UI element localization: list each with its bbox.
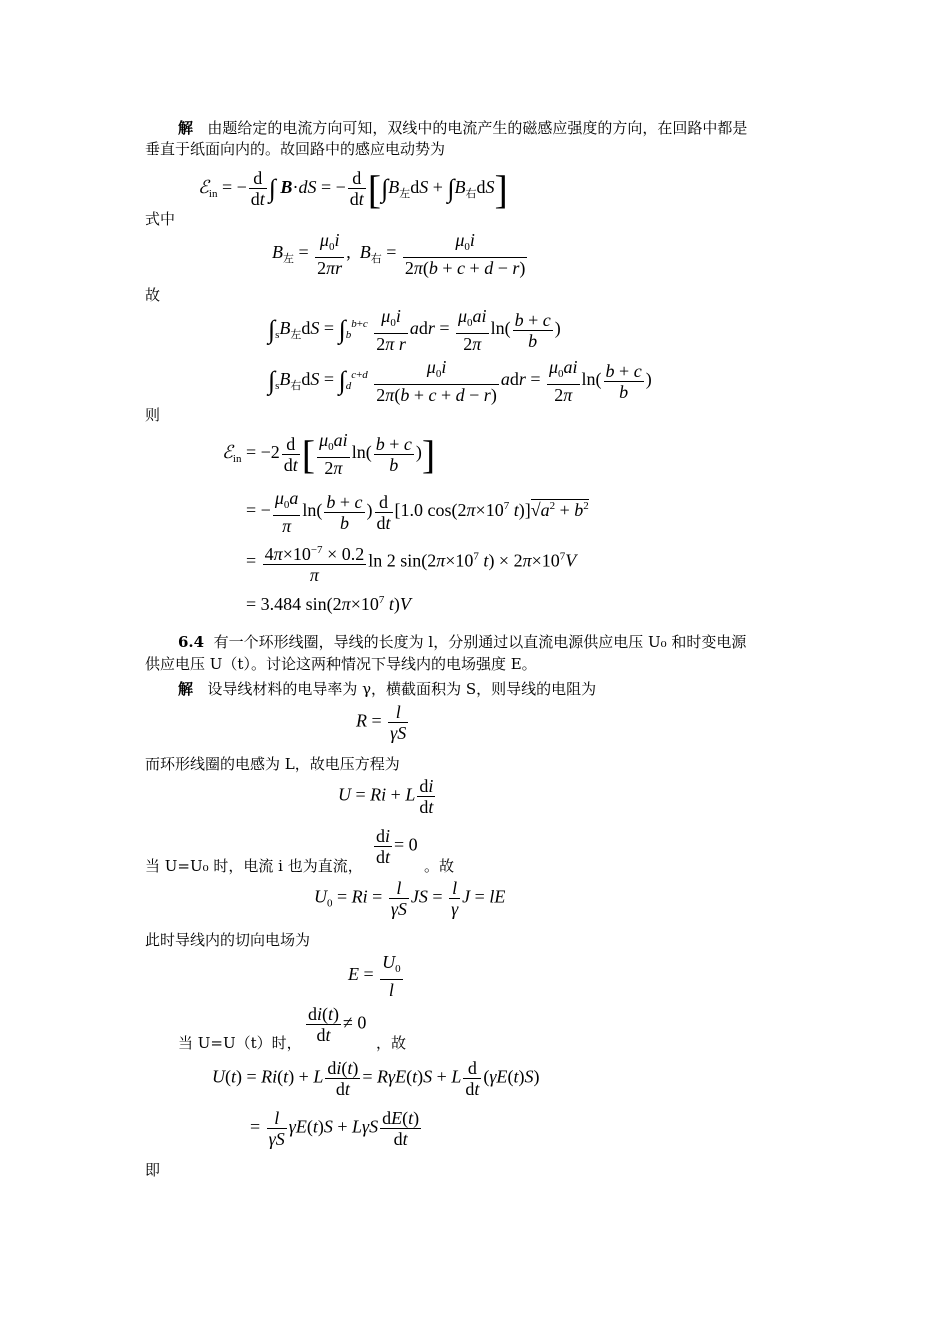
equation-resistance: R = $\frac{l}{\gamma S}$ — [356, 702, 407, 743]
equation-emf-result: ℰ$_{in}$ = −2 $\frac{d}{dt}$ [ $\frac{\mu_0ai}{2\pi}$ ln( $\frac{b + c}{b}$ )] — [222, 430, 436, 478]
problem-text: 有一个环形线圈，导线的长度为 l，分别通过以直流电源供应电压 U₀ 和时变电源 — [213, 633, 747, 651]
paragraph-text: 由题给定的电流方向可知，双线中的电流产生的磁感应强度的方向，在回路中都是 — [207, 119, 748, 137]
equation-ac-case-step-2: = $\frac{l}{\gamma S}$ γE(t)S + LγS $\frac{dE(t)}{dt}$ — [250, 1108, 420, 1149]
text-cishi: 此时导线内的切向电场为 — [145, 931, 311, 949]
equation-voltage: U = Ri + L $\frac{di}{dt}$ — [338, 776, 434, 817]
solution-paragraph-1 — [178, 118, 747, 138]
equation-field-left-right: $B_左$ = $\frac{\mu_0i}{2\pi r}$ , $B_右$ = $\frac{\mu_0i}{2\pi(b + c + d - r)}$ — [272, 230, 526, 278]
problem-text-line: 供应电压 U（t）。讨论这两种情况下导线内的电场强度 E。 — [145, 655, 537, 673]
text-shizhong: 式中 — [145, 210, 176, 228]
text-huanxing: 而环形线圈的电感为 L，故电压方程为 — [145, 755, 400, 773]
equation-emf-definition: ℰ$_{in}$ = − $\frac{d}{dt}$ ∫ B·dS = − $\frac{d}{dt}$ $[\int B_左dS + \int B_右dS]$ — [198, 167, 508, 212]
text-gu-3: ，故 — [376, 1034, 407, 1052]
equation-ac-case: U(t) = Ri(t) + L $\frac{di(t)}{dt}$ = RγE(t)S + L $\frac{d}{dt}$ (γE(t)S) — [212, 1058, 540, 1099]
equation-dc-case: $U_0 = Ri$ = $\frac{l}{\gamma S}$ JS = $\frac{l}{\gamma}$ J = lE — [314, 878, 506, 919]
solution-label: 解 — [178, 119, 194, 137]
text-gu-2: 。故 — [424, 857, 455, 875]
equation-emf-step-3: = $\frac{4\pi\times 10^{-7} \times 0.2}{\pi}$ ln 2 $\sin(2\pi\times 10^7$ $t) \times 2\pi\times 10^7V$ — [246, 540, 576, 585]
text-dang-1: 当 U=U₀ 时，电流 i 也为直流， — [145, 857, 363, 875]
equation-emf-final: = 3.484 $\sin(2\pi\times 10^7$ t)V — [246, 594, 411, 614]
text-gu: 故 — [145, 286, 161, 304]
equation-di-zero: $\frac{di}{dt}$ = 0 — [376, 826, 418, 867]
solution-paragraph-2 — [178, 679, 596, 699]
equation-flux-left: $\int_sB_左dS = \int_b^{b+c}$ $\frac{\mu_0i}{\text{2π r}}$ adr = $\frac{\mu_0ai}{2\pi}$ ln( $\frac{b + c}{b}$ ) — [268, 306, 561, 354]
equation-di-nonzero: $\frac{di(t)}{dt}$ ≠ 0 — [308, 1004, 367, 1045]
text-ji: 即 — [145, 1161, 161, 1179]
equation-flux-right: $\int_sB_右dS = \int_d^{c+d}$ $\frac{\mu_0i}{2\pi(b + c + d - r)}$ adr = $\frac{\mu_0ai}{2\pi}$ ln( $\frac{b + c}{b}$ ) — [268, 357, 652, 405]
paragraph-text: 设导线材料的电导率为 γ，横截面积为 S，则导线的电阻为 — [207, 680, 597, 698]
equation-field-dc: E = $\frac{U_0}{l}$ — [348, 952, 401, 1000]
paragraph-text-line: 垂直于纸面向内的。故回路中的感应电动势为 — [145, 140, 446, 158]
problem-6-4 — [178, 632, 746, 652]
problem-number: 6.4 — [178, 633, 205, 651]
text-ze: 则 — [145, 406, 161, 424]
text-dang-2: 当 U=U（t）时， — [178, 1034, 302, 1052]
equation-emf-step-2: = − $\frac{\mu_0a}{\pi}$ ln( $\frac{b + c}{b}$ ) $\frac{d}{dt}$ [1.0 $\cos(2\pi\times 10^7$ $t)]√a^2 + b^2$ — [246, 488, 589, 536]
solution-label: 解 — [178, 680, 194, 698]
